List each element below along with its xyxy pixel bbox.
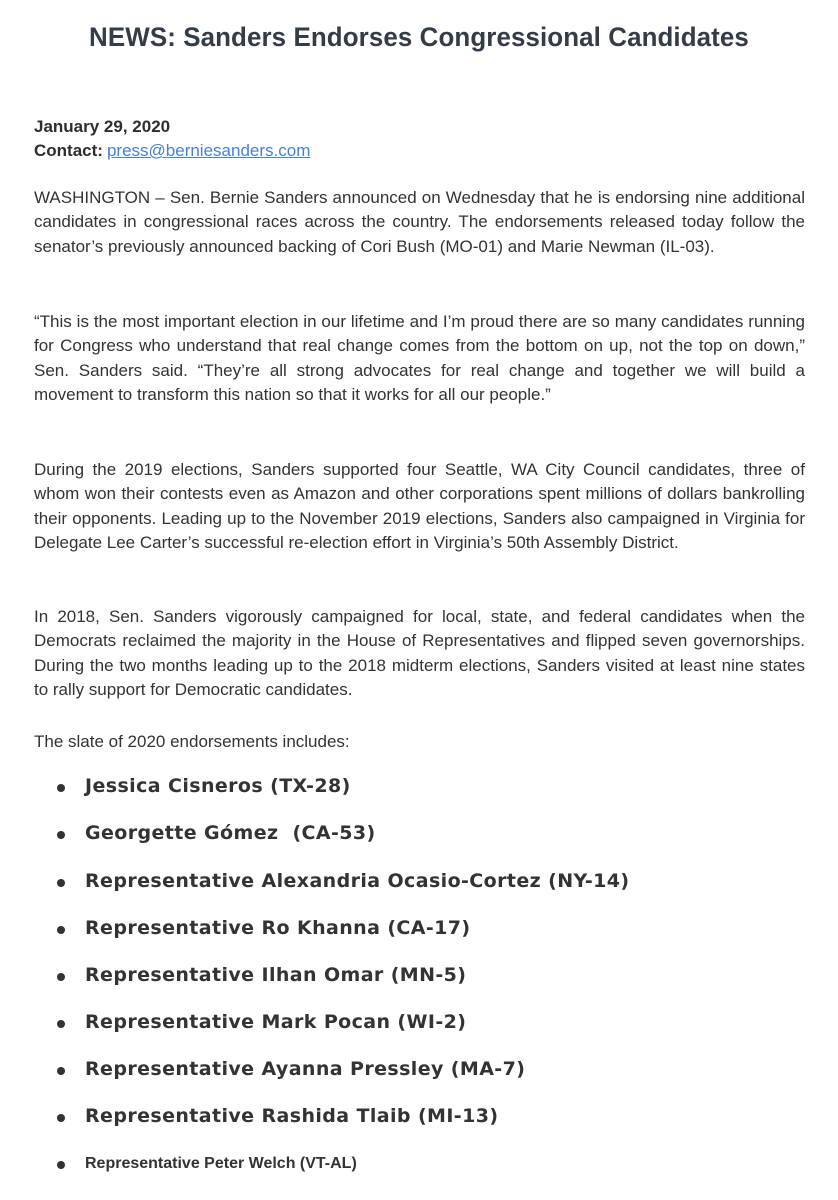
paragraph-2018-elections: In 2018, Sen. Sanders vigorously campaigned for local, state, and federal candidates when the Democrats reclaimed the majority in the House of Representatives and flipped seven governorships. During the two months leading up to the 2018 midterm elections, Sanders visited at least nine states to rally support for Democratic candidates.	[34, 607, 805, 700]
bullet-icon	[57, 973, 65, 981]
endorsement-name: Representative Ilhan Omar (MN-5)	[85, 964, 467, 986]
page-title: NEWS: Sanders Endorses Congressional Candidates	[89, 22, 749, 52]
bullet-icon	[57, 1067, 65, 1075]
bullet-icon	[57, 926, 65, 934]
contact-line	[34, 139, 310, 163]
bullet-icon	[57, 1020, 65, 1028]
bullet-icon	[57, 784, 65, 792]
release-date: January 29, 2020	[34, 117, 171, 136]
endorsement-name: Georgette Gómez (CA-53)	[85, 822, 376, 844]
endorsement-name: Representative Alexandria Ocasio-Cortez (NY-14)	[85, 870, 630, 892]
contact-email-link[interactable]: press@berniesanders.com	[106, 141, 311, 160]
bullet-icon	[57, 831, 65, 839]
endorsement-name: Representative Peter Welch (VT-AL)	[85, 1155, 357, 1172]
endorsement-name: Representative Mark Pocan (WI-2)	[85, 1011, 467, 1033]
endorsement-name: Representative Rashida Tlaib (MI-13)	[85, 1105, 499, 1127]
bullet-icon	[57, 1161, 65, 1169]
endorsement-name: Representative Ayanna Pressley (MA-7)	[85, 1058, 526, 1080]
paragraph-slate-intro: The slate of 2020 endorsements includes:	[34, 732, 350, 751]
contact-label: Contact:	[34, 141, 103, 160]
endorsement-name: Representative Ro Khanna (CA-17)	[85, 917, 471, 939]
bullet-icon	[57, 1114, 65, 1122]
paragraph-intro: WASHINGTON – Sen. Bernie Sanders announced on Wednesday that he is endorsing nine additional candidates in congressional races across the country. The endorsements released today follow the senator’s previously announced backing of Cori Bush (MO-01) and Marie Newman (IL-03).	[34, 188, 805, 256]
paragraph-2019-elections: During the 2019 elections, Sanders supported four Seattle, WA City Council candidates, three of whom won their contests even as Amazon and other corporations spent millions of dollars bankrolling their opponents. Leading up to the November 2019 elections, Sanders also campaigned in Virginia for Delegate Lee Carter’s successful re-election effort in Virginia’s 50th Assembly District.	[34, 460, 805, 553]
bullet-icon	[57, 879, 65, 887]
press-meta	[34, 115, 310, 163]
paragraph-quote: “This is the most important election in our lifetime and I’m proud there are so many candidates running for Congress who understand that real change comes from the bottom on up, not the top on down,” Sen. Sanders said. “They’re all strong advocates for real change and together we will build a movement to transform this nation so that it works for all our people.”	[34, 312, 805, 405]
endorsement-name: Jessica Cisneros (TX-28)	[85, 775, 351, 797]
